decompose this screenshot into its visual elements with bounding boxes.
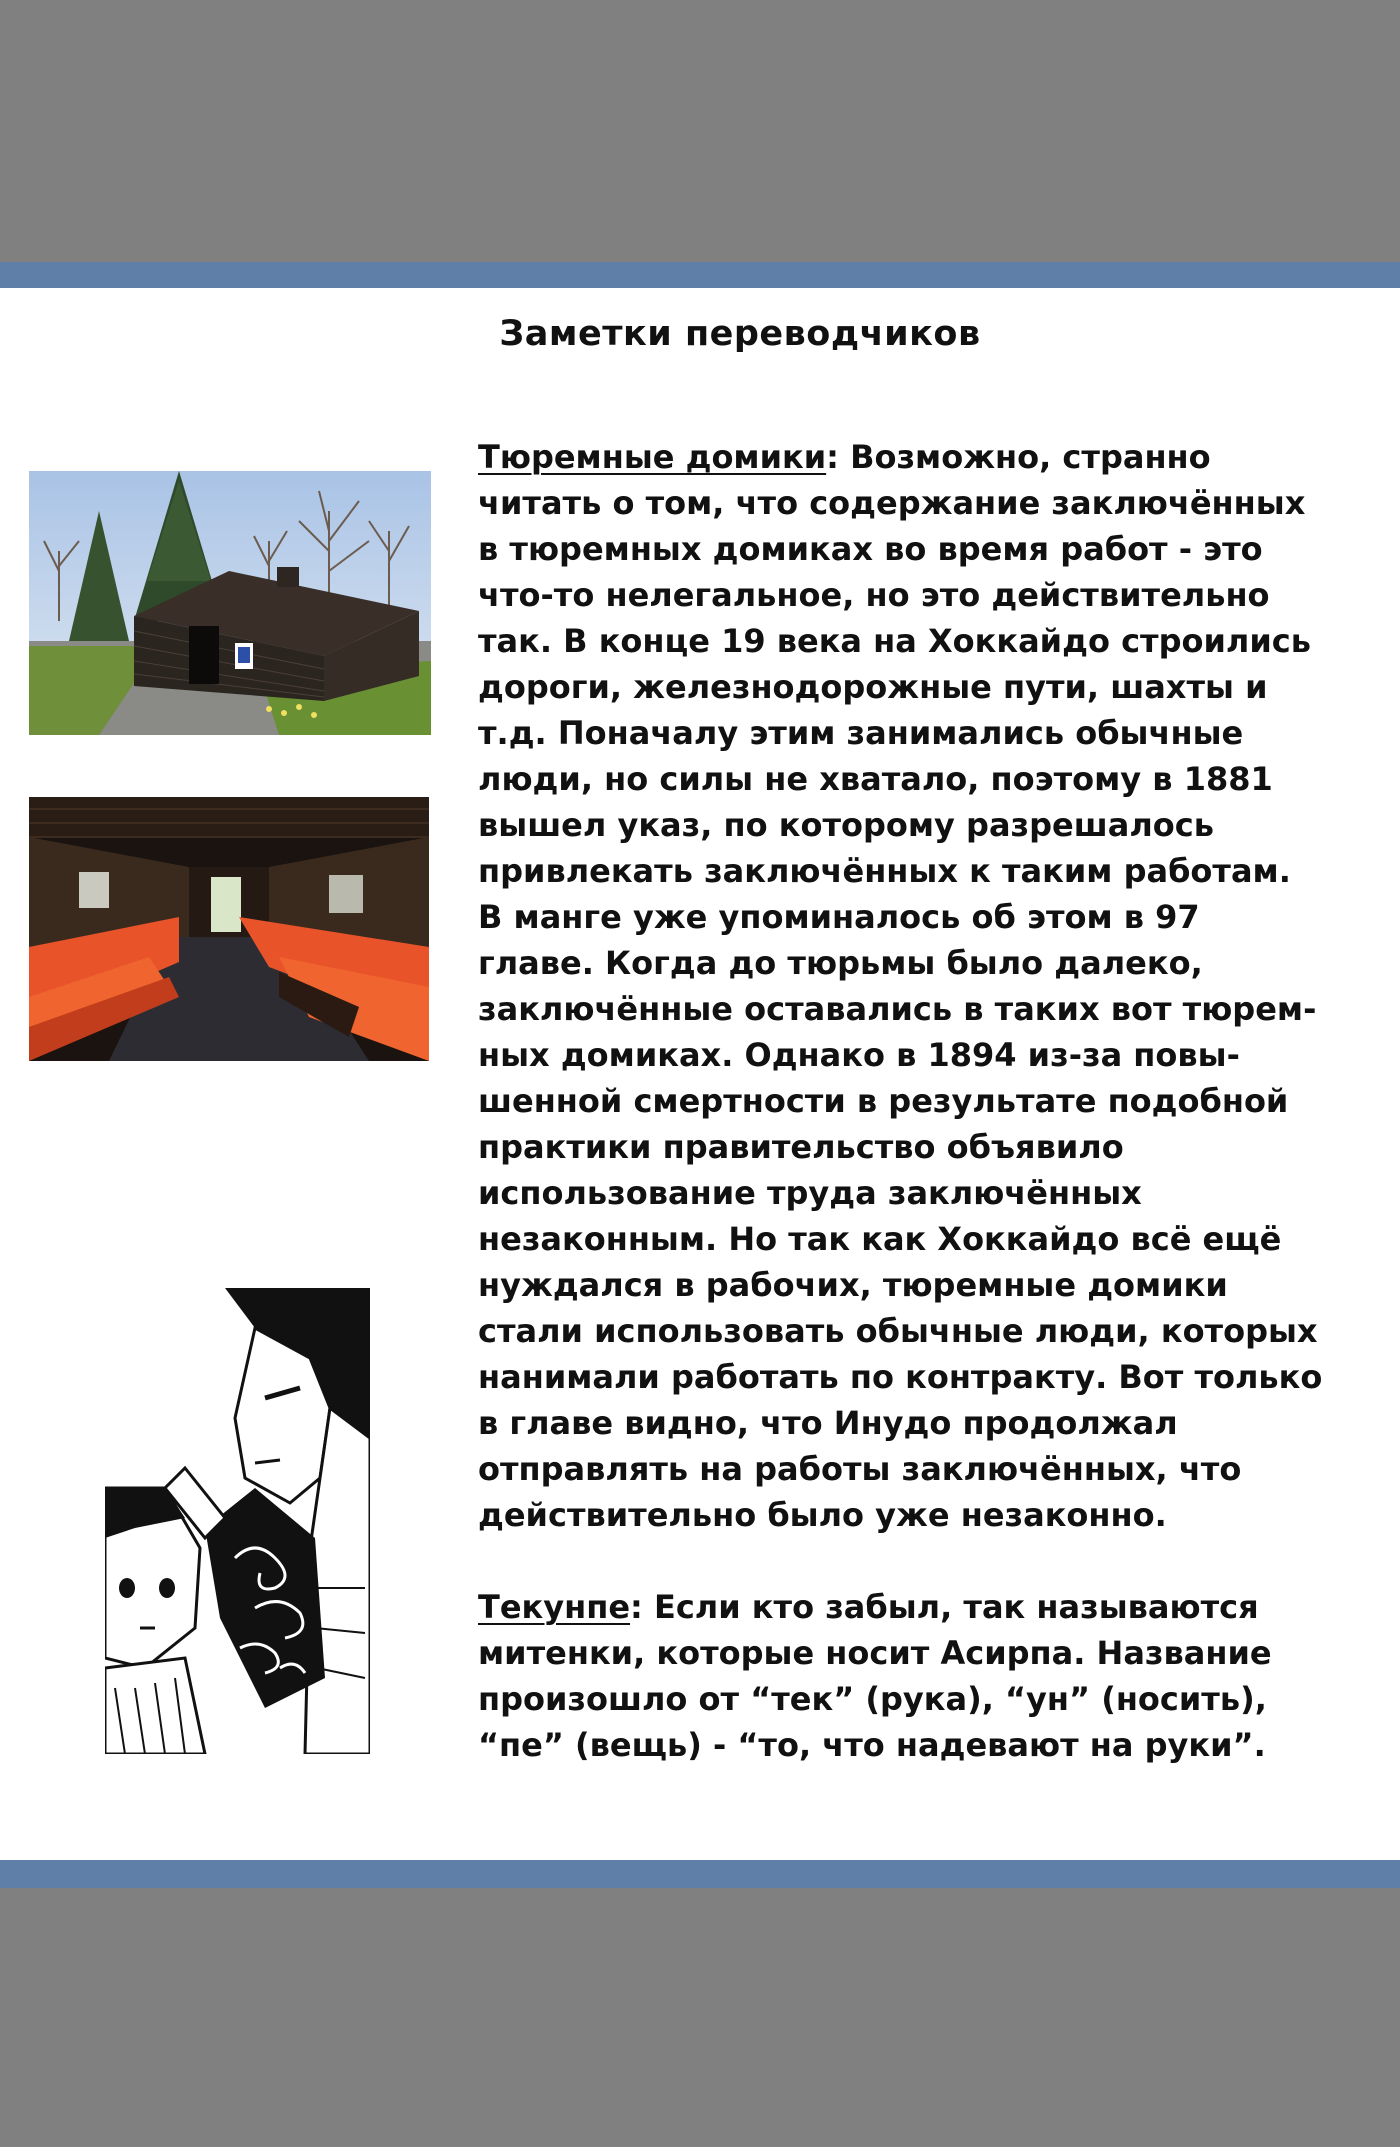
manga-panel-illustration <box>105 1288 370 1754</box>
bottom-accent-stripe <box>0 1860 1400 1888</box>
note-term: Тюремные домики <box>478 438 827 476</box>
translator-notes-sheet <box>0 288 1400 1860</box>
note-body: : Возможно, странно читать о том, что содержание заключённых в тюремных домиках во время работ - это что-то нелегальное, но это действительно так. В конце 19 века на Хоккайдо строились дороги, железнодорожные пути, шахты и т.д. Поначалу этим занимались обычные люди, но силы не хватало, поэтому в 1881 вышел указ, по которому разрешалось привлекать заключённых к таким работам. В манге уже упоминалось об этом в 97 главе. Когда до тюрьмы было далеко, заключённые оставались в таких вот тюрем- ных домиках. Однако в 1894 из-за повы- шенной смертности в результате подобной практики правительство объявило использование труда заключённых незаконным. Но так как Хоккайдо всё ещё нуждался в рабочих, тюремные домики стали использовать обычные люди, которых нанимали работать по контракту. Вот только в главе видно, что Инудо продолжал отправлять на работы заключённых, что действительно было уже незаконно. <box>478 438 1323 1534</box>
prison-hut-interior-photo <box>29 797 429 1061</box>
note-tekunpe <box>478 1584 1338 1768</box>
note-prison-huts <box>478 434 1338 1538</box>
note-term: Текунпе <box>478 1588 631 1626</box>
prison-hut-exterior-photo <box>29 471 431 735</box>
note-body: : Если кто забыл, так называются митенки, которые носит Асирпа. Название произошло от “тек” (рука), “ун” (носить), “пе” (вещь) - “то, что надевают на руки”. <box>478 1588 1272 1764</box>
top-accent-stripe <box>0 262 1400 288</box>
page-title: Заметки переводчиков <box>499 314 981 354</box>
notes-text-column <box>478 434 1338 1814</box>
